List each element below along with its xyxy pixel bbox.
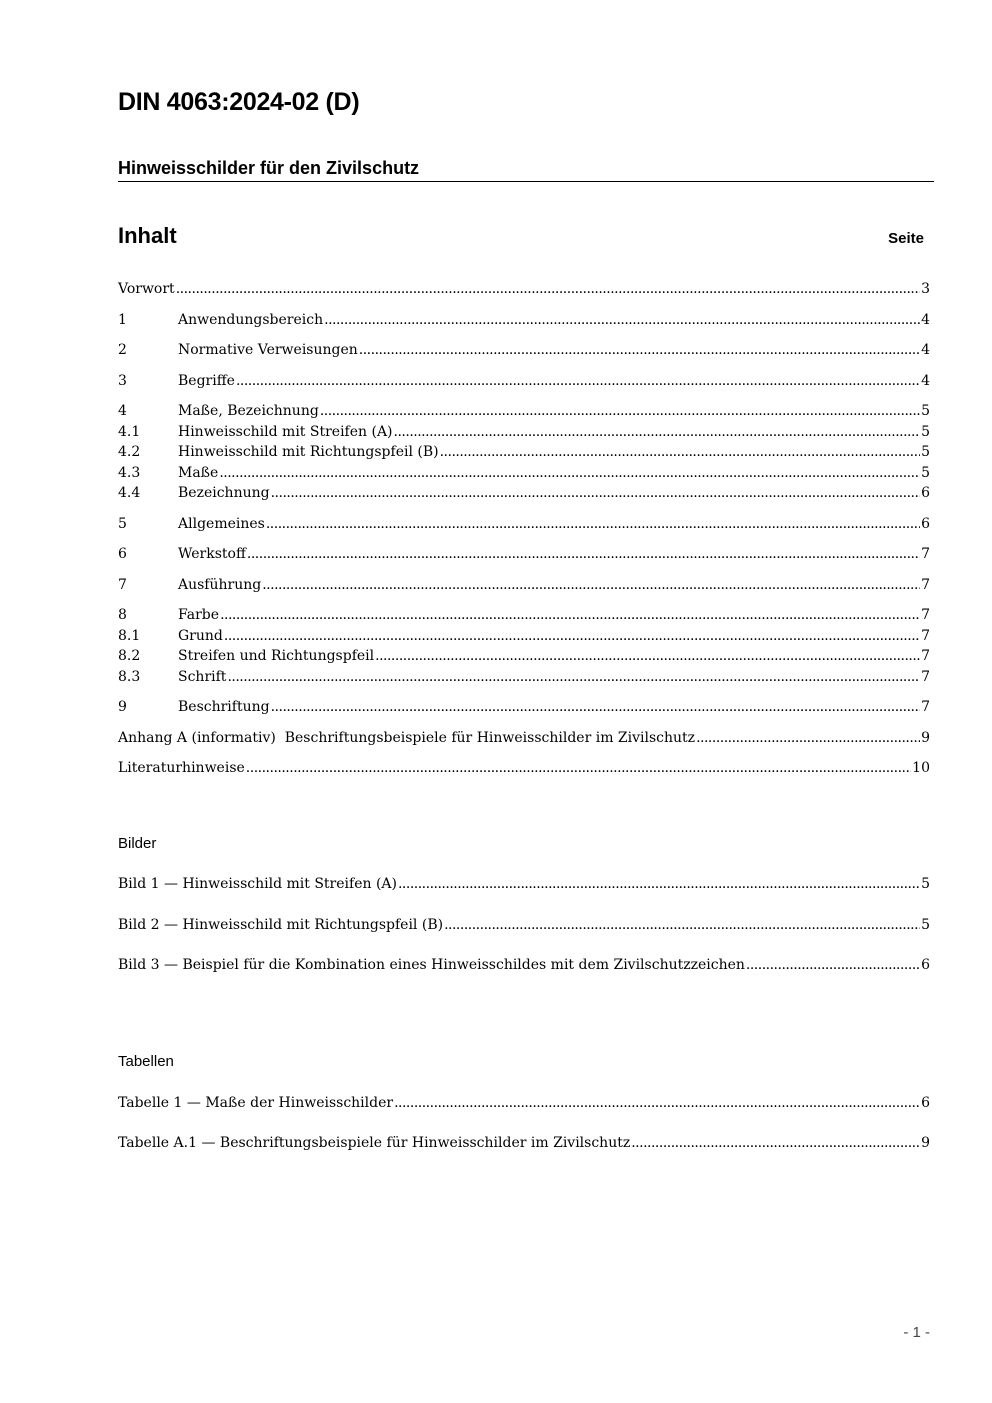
tables-list bbox=[118, 1093, 930, 1153]
table-entry-title: Tabelle A.1 — Beschriftungsbeispiele für Hinweisschilder im Zivilschutz bbox=[118, 1134, 631, 1151]
toc-entry-title: Hinweisschild mit Streifen (A) bbox=[178, 423, 393, 440]
toc-entry-title: Begriffe bbox=[178, 372, 235, 389]
document-subtitle: Hinweisschilder für den Zivilschutz bbox=[118, 158, 934, 182]
toc-leader bbox=[224, 626, 920, 647]
toc-heading: Inhalt bbox=[118, 223, 177, 248]
toc-entry-title: Beschriftung bbox=[178, 699, 270, 715]
toc-entry[interactable] bbox=[118, 626, 930, 647]
toc-entry-number: 4.2 bbox=[118, 444, 141, 460]
figure-entry[interactable] bbox=[118, 915, 930, 936]
toc-entry-page: 10 bbox=[912, 760, 930, 776]
toc-entry-page: 4 bbox=[921, 311, 930, 328]
table-entry[interactable] bbox=[118, 1133, 930, 1154]
toc-entry-page: 7 bbox=[921, 648, 930, 664]
toc-entry-page: 5 bbox=[921, 423, 930, 440]
toc-entry-title: Allgemeines bbox=[178, 515, 265, 532]
toc-entry-page: 7 bbox=[921, 668, 930, 685]
toc-leader bbox=[246, 758, 911, 779]
document-title: DIN 4063:2024-02 (D) bbox=[118, 88, 360, 116]
toc-entry-number: 5 bbox=[118, 515, 127, 532]
toc-entry-number: 4.4 bbox=[118, 485, 141, 501]
tables-heading: Tabellen bbox=[118, 1053, 174, 1070]
figure-entry[interactable] bbox=[118, 874, 930, 895]
toc-entry-title: Anwendungsbereich bbox=[178, 311, 324, 328]
toc-entry[interactable] bbox=[118, 463, 930, 484]
toc-leader bbox=[394, 422, 921, 443]
toc-list bbox=[118, 279, 930, 779]
figure-entry-title: Bild 2 — Hinweisschild mit Richtungspfeil (B) bbox=[118, 916, 444, 933]
toc-entry[interactable] bbox=[118, 544, 930, 565]
toc-leader bbox=[266, 514, 920, 535]
toc-entry-title: Bezeichnung bbox=[178, 485, 270, 501]
toc-entry-page: 7 bbox=[921, 576, 930, 593]
toc-entry-title: Ausführung bbox=[178, 576, 262, 593]
toc-leader bbox=[219, 463, 920, 484]
toc-entry-number: 2 bbox=[118, 342, 127, 358]
toc-entry-page: 5 bbox=[921, 403, 930, 419]
toc-entry-title: Anhang A (informativ) Beschriftungsbeispiele für Hinweisschilder im Zivilschutz bbox=[118, 729, 696, 746]
toc-entry-page: 4 bbox=[921, 342, 930, 358]
toc-leader bbox=[271, 697, 920, 718]
toc-leader bbox=[320, 401, 920, 422]
toc-entry[interactable] bbox=[118, 279, 930, 300]
toc-entry[interactable] bbox=[118, 401, 930, 422]
toc-leader bbox=[696, 728, 920, 749]
toc-entry[interactable] bbox=[118, 728, 930, 749]
toc-entry-number: 4.1 bbox=[118, 423, 141, 440]
toc-leader bbox=[746, 955, 920, 976]
toc-leader bbox=[271, 483, 920, 504]
toc-entry[interactable] bbox=[118, 605, 930, 626]
table-entry[interactable] bbox=[118, 1093, 930, 1114]
table-entry-title: Tabelle 1 — Maße der Hinweisschilder bbox=[118, 1095, 394, 1111]
toc-entry-page: 5 bbox=[921, 464, 930, 481]
toc-entry-number: 8.3 bbox=[118, 668, 141, 685]
toc-leader bbox=[247, 544, 920, 565]
toc-entry[interactable] bbox=[118, 371, 930, 392]
toc-entry[interactable] bbox=[118, 758, 930, 779]
toc-page-label: Seite bbox=[888, 230, 924, 247]
page-number: - 1 - bbox=[903, 1324, 930, 1341]
toc-leader bbox=[236, 371, 920, 392]
toc-entry-title: Farbe bbox=[178, 607, 220, 623]
toc-leader bbox=[631, 1133, 920, 1154]
table-entry-page: 6 bbox=[921, 1095, 930, 1111]
figure-entry-title: Bild 3 — Beispiel für die Kombination eines Hinweisschildes mit dem Zivilschutzzeichen bbox=[118, 957, 745, 973]
toc-entry[interactable] bbox=[118, 514, 930, 535]
toc-leader bbox=[324, 310, 920, 331]
toc-leader bbox=[375, 646, 920, 667]
toc-entry[interactable] bbox=[118, 483, 930, 504]
toc-entry[interactable] bbox=[118, 310, 930, 331]
toc-entry-number: 9 bbox=[118, 699, 127, 715]
toc-leader bbox=[394, 1093, 920, 1114]
table-entry-page: 9 bbox=[921, 1134, 930, 1151]
toc-leader bbox=[440, 442, 920, 463]
toc-entry-page: 7 bbox=[921, 627, 930, 644]
toc-entry-number: 8 bbox=[118, 607, 127, 623]
toc-entry-page: 9 bbox=[921, 729, 930, 746]
toc-entry-number: 4 bbox=[118, 403, 127, 419]
figures-list bbox=[118, 874, 930, 976]
toc-entry[interactable] bbox=[118, 442, 930, 463]
toc-entry[interactable] bbox=[118, 667, 930, 688]
toc-entry-page: 7 bbox=[921, 546, 930, 562]
toc-entry-title: Maße, Bezeichnung bbox=[178, 403, 319, 419]
figure-entry-page: 5 bbox=[921, 876, 930, 892]
figure-entry-page: 6 bbox=[921, 957, 930, 973]
toc-entry-title: Normative Verweisungen bbox=[178, 342, 358, 358]
toc-entry-title: Literaturhinweise bbox=[118, 760, 245, 776]
toc-entry[interactable] bbox=[118, 697, 930, 718]
toc-entry-page: 4 bbox=[921, 372, 930, 389]
toc-entry[interactable] bbox=[118, 422, 930, 443]
toc-entry-page: 7 bbox=[921, 699, 930, 715]
toc-entry-number: 8.2 bbox=[118, 648, 141, 664]
toc-entry-title: Werkstoff bbox=[178, 546, 246, 562]
toc-entry-number: 1 bbox=[118, 311, 127, 328]
figure-entry[interactable] bbox=[118, 955, 930, 976]
figure-entry-title: Bild 1 — Hinweisschild mit Streifen (A) bbox=[118, 876, 397, 892]
toc-leader bbox=[398, 874, 920, 895]
toc-entry-title: Vorwort bbox=[118, 281, 175, 297]
toc-entry-title: Hinweisschild mit Richtungspfeil (B) bbox=[178, 444, 439, 460]
toc-leader bbox=[227, 667, 920, 688]
toc-entry[interactable] bbox=[118, 646, 930, 667]
figures-heading: Bilder bbox=[118, 835, 157, 852]
toc-entry-title: Maße bbox=[178, 464, 219, 481]
toc-entry-page: 5 bbox=[921, 444, 930, 460]
toc-entry-page: 7 bbox=[921, 607, 930, 623]
toc-leader bbox=[262, 575, 920, 596]
toc-entry-number: 6 bbox=[118, 546, 127, 562]
toc-entry-title: Grund bbox=[178, 627, 223, 644]
toc-leader bbox=[359, 340, 920, 361]
toc-entry-page: 6 bbox=[921, 485, 930, 501]
toc-entry-title: Schrift bbox=[178, 668, 227, 685]
toc-entry[interactable] bbox=[118, 575, 930, 596]
toc-entry[interactable] bbox=[118, 340, 930, 361]
toc-entry-title: Streifen und Richtungspfeil bbox=[178, 648, 375, 664]
figure-entry-page: 5 bbox=[921, 916, 930, 933]
toc-entry-number: 4.3 bbox=[118, 464, 141, 481]
toc-entry-number: 3 bbox=[118, 372, 127, 389]
toc-entry-number: 8.1 bbox=[118, 627, 141, 644]
toc-leader bbox=[220, 605, 920, 626]
toc-entry-page: 6 bbox=[921, 515, 930, 532]
toc-entry-number: 7 bbox=[118, 576, 127, 593]
toc-leader bbox=[176, 279, 920, 300]
toc-leader bbox=[444, 915, 920, 936]
toc-entry-page: 3 bbox=[921, 281, 930, 297]
